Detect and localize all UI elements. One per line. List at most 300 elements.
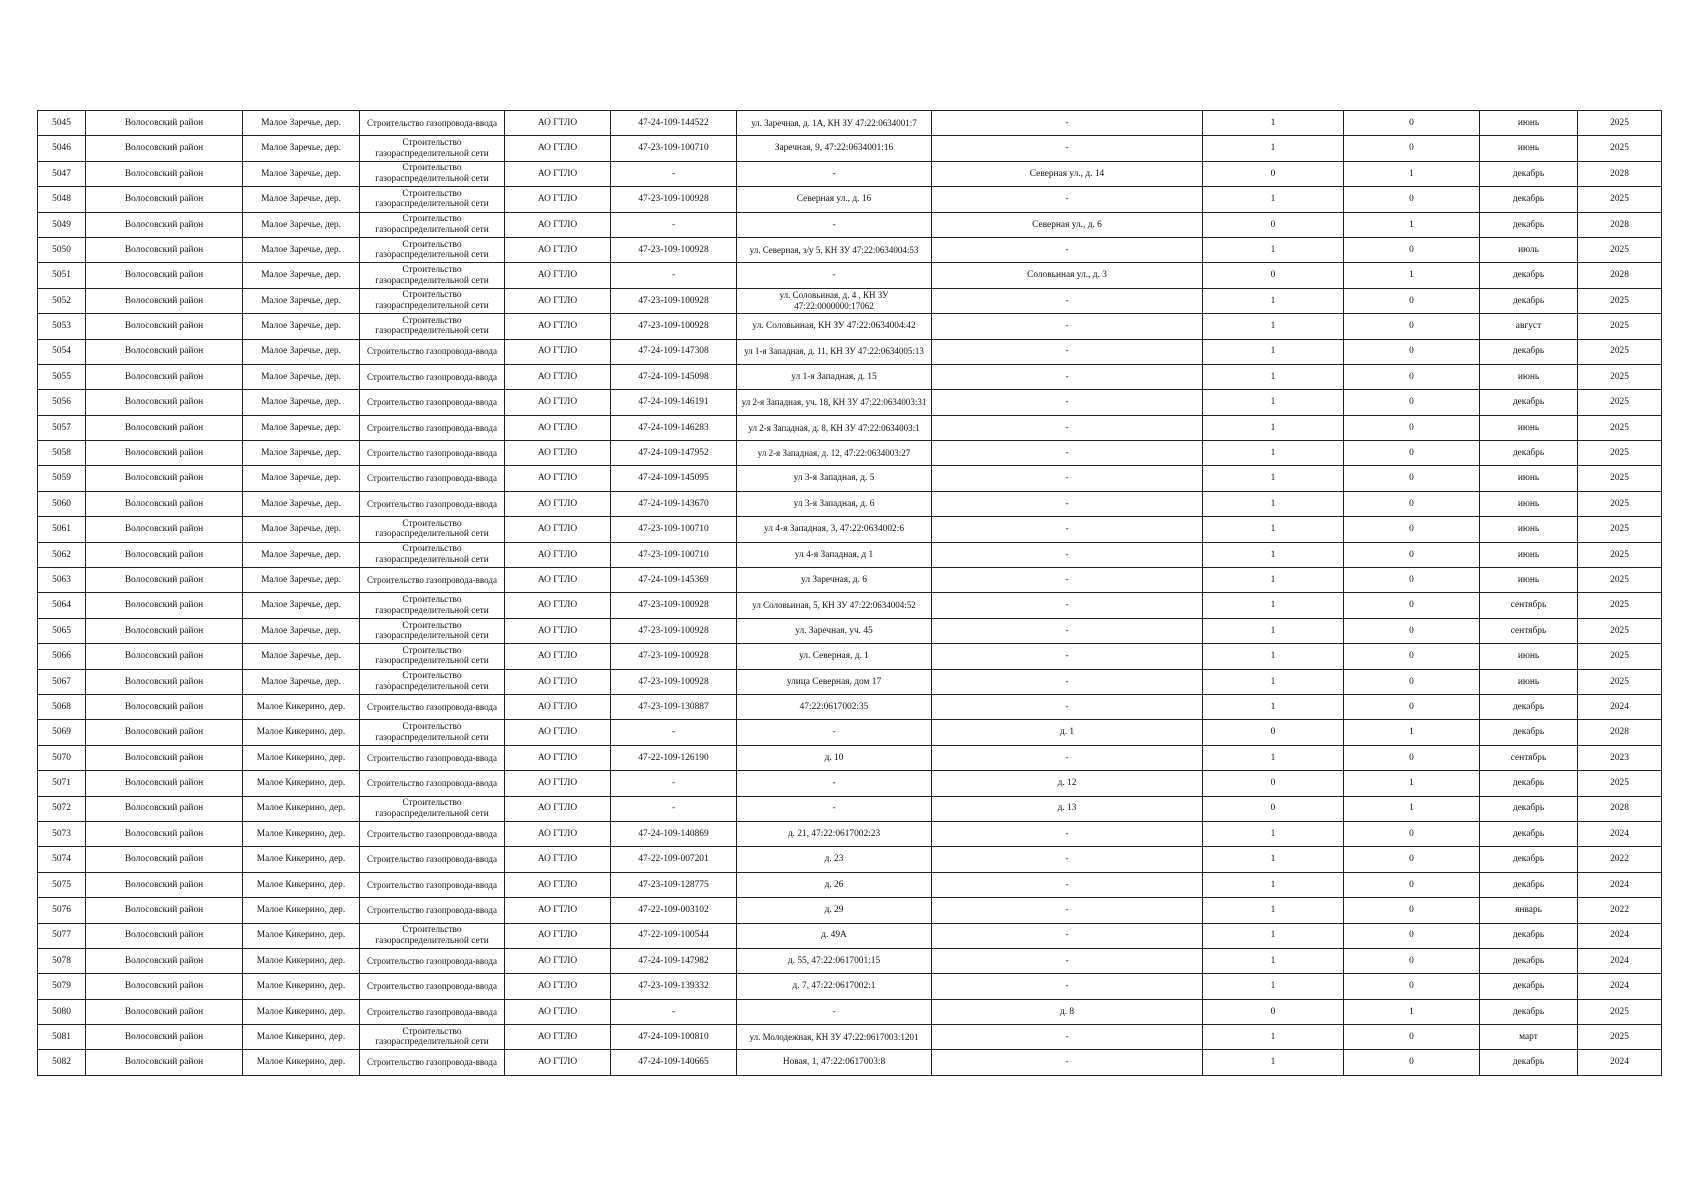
count-cell: 0 — [1203, 999, 1344, 1024]
settlement-cell: Малое Кикерино, дер. — [243, 1050, 360, 1075]
planned-count-cell: 0 — [1344, 694, 1480, 719]
planned-address-cell: - — [932, 847, 1203, 872]
organization-cell: АО ГТЛО — [505, 187, 611, 212]
table-row — [38, 491, 1662, 516]
contract-number-cell: 47-23-109-100928 — [611, 669, 737, 694]
table-row — [38, 441, 1662, 466]
work-type-cell: Строительство газораспределительной сети — [360, 542, 505, 567]
work-type-cell: Строительство газопровода-ввода — [360, 771, 505, 796]
year-cell: 2025 — [1578, 314, 1662, 339]
year-cell: 2023 — [1578, 745, 1662, 770]
district-cell: Волосовский район — [86, 999, 243, 1024]
settlement-cell: Малое Заречье, дер. — [243, 466, 360, 491]
table-row — [38, 872, 1662, 897]
table-row — [38, 796, 1662, 821]
district-cell: Волосовский район — [86, 821, 243, 846]
district-cell: Волосовский район — [86, 593, 243, 618]
row-number-cell: 5081 — [38, 1025, 86, 1050]
row-number-cell: 5063 — [38, 568, 86, 593]
month-cell: июнь — [1480, 517, 1578, 542]
planned-address-cell: - — [932, 314, 1203, 339]
table-row — [38, 466, 1662, 491]
count-cell: 1 — [1203, 517, 1344, 542]
planned-count-cell: 0 — [1344, 237, 1480, 262]
district-cell: Волосовский район — [86, 491, 243, 516]
planned-address-cell: - — [932, 466, 1203, 491]
table-row — [38, 542, 1662, 567]
organization-cell: АО ГТЛО — [505, 1050, 611, 1075]
row-number-cell: 5047 — [38, 161, 86, 186]
district-cell: Волосовский район — [86, 745, 243, 770]
address-cell: ул. Молодежная, КН ЗУ 47:22:0617003:1201 — [737, 1025, 932, 1050]
count-cell: 1 — [1203, 390, 1344, 415]
planned-address-cell: - — [932, 694, 1203, 719]
table-row — [38, 593, 1662, 618]
planned-address-cell: - — [932, 618, 1203, 643]
month-cell: декабрь — [1480, 974, 1578, 999]
year-cell: 2025 — [1578, 390, 1662, 415]
planned-count-cell: 0 — [1344, 974, 1480, 999]
settlement-cell: Малое Заречье, дер. — [243, 644, 360, 669]
count-cell: 1 — [1203, 339, 1344, 364]
settlement-cell: Малое Кикерино, дер. — [243, 974, 360, 999]
count-cell: 1 — [1203, 694, 1344, 719]
planned-address-cell: - — [932, 872, 1203, 897]
year-cell: 2028 — [1578, 161, 1662, 186]
organization-cell: АО ГТЛО — [505, 390, 611, 415]
year-cell: 2025 — [1578, 339, 1662, 364]
settlement-cell: Малое Заречье, дер. — [243, 187, 360, 212]
settlement-cell: Малое Заречье, дер. — [243, 111, 360, 136]
planned-address-cell: - — [932, 669, 1203, 694]
organization-cell: АО ГТЛО — [505, 466, 611, 491]
address-cell: д. 23 — [737, 847, 932, 872]
contract-number-cell: 47-22-109-003102 — [611, 898, 737, 923]
month-cell: декабрь — [1480, 212, 1578, 237]
month-cell: июнь — [1480, 644, 1578, 669]
year-cell: 2025 — [1578, 1025, 1662, 1050]
month-cell: июнь — [1480, 491, 1578, 516]
work-type-cell: Строительство газопровода-ввода — [360, 1050, 505, 1075]
work-type-cell: Строительство газораспределительной сети — [360, 923, 505, 948]
table-row — [38, 644, 1662, 669]
month-cell: июнь — [1480, 568, 1578, 593]
row-number-cell: 5066 — [38, 644, 86, 669]
contract-number-cell: 47-24-109-147952 — [611, 441, 737, 466]
contract-number-cell: 47-22-109-126190 — [611, 745, 737, 770]
organization-cell: АО ГТЛО — [505, 948, 611, 973]
planned-count-cell: 0 — [1344, 339, 1480, 364]
address-cell: - — [737, 212, 932, 237]
table-row — [38, 821, 1662, 846]
address-cell: ул 3-я Западная, д. 6 — [737, 491, 932, 516]
planned-address-cell: - — [932, 288, 1203, 313]
row-number-cell: 5072 — [38, 796, 86, 821]
district-cell: Волосовский район — [86, 771, 243, 796]
table-row — [38, 111, 1662, 136]
settlement-cell: Малое Кикерино, дер. — [243, 948, 360, 973]
work-type-cell: Строительство газораспределительной сети — [360, 288, 505, 313]
count-cell: 1 — [1203, 745, 1344, 770]
table-row — [38, 1050, 1662, 1075]
count-cell: 1 — [1203, 644, 1344, 669]
address-cell: ул 4-я Западная, д 1 — [737, 542, 932, 567]
organization-cell: АО ГТЛО — [505, 898, 611, 923]
district-cell: Волосовский район — [86, 187, 243, 212]
organization-cell: АО ГТЛО — [505, 263, 611, 288]
year-cell: 2025 — [1578, 999, 1662, 1024]
district-cell: Волосовский район — [86, 263, 243, 288]
count-cell: 1 — [1203, 1050, 1344, 1075]
month-cell: июнь — [1480, 669, 1578, 694]
row-number-cell: 5055 — [38, 364, 86, 389]
district-cell: Волосовский район — [86, 466, 243, 491]
work-type-cell: Строительство газораспределительной сети — [360, 796, 505, 821]
organization-cell: АО ГТЛО — [505, 593, 611, 618]
month-cell: декабрь — [1480, 796, 1578, 821]
district-cell: Волосовский район — [86, 364, 243, 389]
organization-cell: АО ГТЛО — [505, 1025, 611, 1050]
month-cell: июнь — [1480, 364, 1578, 389]
planned-address-cell: - — [932, 745, 1203, 770]
count-cell: 0 — [1203, 720, 1344, 745]
table-row — [38, 847, 1662, 872]
planned-address-cell: - — [932, 821, 1203, 846]
work-type-cell: Строительство газораспределительной сети — [360, 517, 505, 542]
count-cell: 1 — [1203, 136, 1344, 161]
planned-count-cell: 0 — [1344, 669, 1480, 694]
work-type-cell: Строительство газораспределительной сети — [360, 136, 505, 161]
district-cell: Волосовский район — [86, 644, 243, 669]
row-number-cell: 5053 — [38, 314, 86, 339]
table-row — [38, 263, 1662, 288]
contract-number-cell: - — [611, 263, 737, 288]
settlement-cell: Малое Заречье, дер. — [243, 415, 360, 440]
count-cell: 0 — [1203, 771, 1344, 796]
year-cell: 2024 — [1578, 1050, 1662, 1075]
district-cell: Волосовский район — [86, 618, 243, 643]
count-cell: 1 — [1203, 187, 1344, 212]
organization-cell: АО ГТЛО — [505, 796, 611, 821]
address-cell: ул. Заречная, д. 1А, КН ЗУ 47:22:0634001:7 — [737, 111, 932, 136]
work-type-cell: Строительство газопровода-ввода — [360, 872, 505, 897]
month-cell: июнь — [1480, 415, 1578, 440]
work-type-cell: Строительство газопровода-ввода — [360, 745, 505, 770]
address-cell: - — [737, 720, 932, 745]
month-cell: июнь — [1480, 542, 1578, 567]
year-cell: 2022 — [1578, 847, 1662, 872]
address-cell: улица Северная, дом 17 — [737, 669, 932, 694]
planned-count-cell: 0 — [1344, 187, 1480, 212]
table-row — [38, 669, 1662, 694]
row-number-cell: 5049 — [38, 212, 86, 237]
planned-address-cell: - — [932, 491, 1203, 516]
table-row — [38, 390, 1662, 415]
table-row — [38, 923, 1662, 948]
count-cell: 1 — [1203, 364, 1344, 389]
month-cell: декабрь — [1480, 339, 1578, 364]
contract-number-cell: 47-24-109-140869 — [611, 821, 737, 846]
planned-count-cell: 1 — [1344, 796, 1480, 821]
work-type-cell: Строительство газопровода-ввода — [360, 898, 505, 923]
address-cell: - — [737, 999, 932, 1024]
address-cell: ул. Заречная, уч. 45 — [737, 618, 932, 643]
year-cell: 2025 — [1578, 441, 1662, 466]
row-number-cell: 5080 — [38, 999, 86, 1024]
contract-number-cell: 47-23-109-100928 — [611, 187, 737, 212]
month-cell: июль — [1480, 237, 1578, 262]
district-cell: Волосовский район — [86, 1025, 243, 1050]
organization-cell: АО ГТЛО — [505, 618, 611, 643]
year-cell: 2025 — [1578, 593, 1662, 618]
contract-number-cell: 47-23-109-100928 — [611, 288, 737, 313]
district-cell: Волосовский район — [86, 415, 243, 440]
planned-address-cell: - — [932, 441, 1203, 466]
year-cell: 2025 — [1578, 288, 1662, 313]
address-cell: 47:22:0617002:35 — [737, 694, 932, 719]
contract-number-cell: - — [611, 212, 737, 237]
table-row — [38, 568, 1662, 593]
contract-number-cell: 47-23-109-100928 — [611, 644, 737, 669]
settlement-cell: Малое Заречье, дер. — [243, 491, 360, 516]
count-cell: 1 — [1203, 669, 1344, 694]
address-cell: ул Заречная, д. 6 — [737, 568, 932, 593]
work-type-cell: Строительство газораспределительной сети — [360, 314, 505, 339]
contract-number-cell: 47-24-109-100810 — [611, 1025, 737, 1050]
row-number-cell: 5060 — [38, 491, 86, 516]
work-type-cell: Строительство газопровода-ввода — [360, 491, 505, 516]
district-cell: Волосовский район — [86, 288, 243, 313]
year-cell: 2025 — [1578, 771, 1662, 796]
count-cell: 0 — [1203, 212, 1344, 237]
district-cell: Волосовский район — [86, 237, 243, 262]
address-cell: д. 29 — [737, 898, 932, 923]
planned-count-cell: 1 — [1344, 999, 1480, 1024]
row-number-cell: 5074 — [38, 847, 86, 872]
district-cell: Волосовский район — [86, 390, 243, 415]
row-number-cell: 5082 — [38, 1050, 86, 1075]
district-cell: Волосовский район — [86, 212, 243, 237]
organization-cell: АО ГТЛО — [505, 288, 611, 313]
planned-address-cell: д. 8 — [932, 999, 1203, 1024]
contract-number-cell: 47-23-109-100928 — [611, 618, 737, 643]
planned-address-cell: - — [932, 1025, 1203, 1050]
contract-number-cell: 47-22-109-100544 — [611, 923, 737, 948]
planned-count-cell: 0 — [1344, 898, 1480, 923]
work-type-cell: Строительство газораспределительной сети — [360, 720, 505, 745]
count-cell: 1 — [1203, 415, 1344, 440]
count-cell: 1 — [1203, 441, 1344, 466]
work-type-cell: Строительство газопровода-ввода — [360, 694, 505, 719]
table-row — [38, 415, 1662, 440]
work-type-cell: Строительство газопровода-ввода — [360, 466, 505, 491]
planned-count-cell: 1 — [1344, 161, 1480, 186]
year-cell: 2024 — [1578, 948, 1662, 973]
year-cell: 2022 — [1578, 898, 1662, 923]
organization-cell: АО ГТЛО — [505, 441, 611, 466]
planned-address-cell: - — [932, 339, 1203, 364]
settlement-cell: Малое Кикерино, дер. — [243, 796, 360, 821]
work-type-cell: Строительство газораспределительной сети — [360, 618, 505, 643]
table-row — [38, 745, 1662, 770]
address-cell: - — [737, 263, 932, 288]
planned-address-cell: - — [932, 644, 1203, 669]
month-cell: декабрь — [1480, 948, 1578, 973]
planned-address-cell: - — [932, 593, 1203, 618]
address-cell: ул 1-я Западная, д. 11, КН ЗУ 47:22:0634005:13 — [737, 339, 932, 364]
table-row — [38, 237, 1662, 262]
year-cell: 2024 — [1578, 694, 1662, 719]
contract-number-cell: - — [611, 999, 737, 1024]
contract-number-cell: 47-24-109-144522 — [611, 111, 737, 136]
work-type-cell: Строительство газопровода-ввода — [360, 568, 505, 593]
table-row — [38, 136, 1662, 161]
planned-count-cell: 0 — [1344, 364, 1480, 389]
table-row — [38, 339, 1662, 364]
planned-count-cell: 1 — [1344, 771, 1480, 796]
district-cell: Волосовский район — [86, 948, 243, 973]
organization-cell: АО ГТЛО — [505, 923, 611, 948]
planned-count-cell: 0 — [1344, 441, 1480, 466]
year-cell: 2025 — [1578, 517, 1662, 542]
address-cell: ул 2-я Западная, д. 8, КН ЗУ 47:22:0634003:1 — [737, 415, 932, 440]
planned-count-cell: 0 — [1344, 923, 1480, 948]
row-number-cell: 5046 — [38, 136, 86, 161]
planned-count-cell: 0 — [1344, 542, 1480, 567]
year-cell: 2028 — [1578, 212, 1662, 237]
planned-count-cell: 1 — [1344, 263, 1480, 288]
settlement-cell: Малое Заречье, дер. — [243, 669, 360, 694]
planned-address-cell: Северная ул., д. 6 — [932, 212, 1203, 237]
address-cell: Новая, 1, 47:22:0617003:8 — [737, 1050, 932, 1075]
contract-number-cell: 47-23-109-128775 — [611, 872, 737, 897]
planned-count-cell: 0 — [1344, 644, 1480, 669]
planned-count-cell: 0 — [1344, 618, 1480, 643]
organization-cell: АО ГТЛО — [505, 821, 611, 846]
address-cell: ул. Соловьиная, д. 4 , КН ЗУ 47:22:0000000:17062 — [737, 288, 932, 313]
address-cell: ул. Северная, з/у 5, КН ЗУ 47:22:0634004:53 — [737, 237, 932, 262]
address-cell: ул 1-я Западная, д. 15 — [737, 364, 932, 389]
table-row — [38, 212, 1662, 237]
planned-count-cell: 0 — [1344, 517, 1480, 542]
district-cell: Волосовский район — [86, 568, 243, 593]
district-cell: Волосовский район — [86, 720, 243, 745]
count-cell: 1 — [1203, 111, 1344, 136]
planned-address-cell: д. 12 — [932, 771, 1203, 796]
settlement-cell: Малое Заречье, дер. — [243, 288, 360, 313]
planned-address-cell: - — [932, 364, 1203, 389]
district-cell: Волосовский район — [86, 796, 243, 821]
work-type-cell: Строительство газораспределительной сети — [360, 593, 505, 618]
gasification-table — [37, 110, 1662, 1076]
district-cell: Волосовский район — [86, 517, 243, 542]
row-number-cell: 5050 — [38, 237, 86, 262]
count-cell: 1 — [1203, 1025, 1344, 1050]
row-number-cell: 5070 — [38, 745, 86, 770]
settlement-cell: Малое Заречье, дер. — [243, 441, 360, 466]
count-cell: 1 — [1203, 821, 1344, 846]
row-number-cell: 5064 — [38, 593, 86, 618]
organization-cell: АО ГТЛО — [505, 161, 611, 186]
month-cell: декабрь — [1480, 771, 1578, 796]
month-cell: декабрь — [1480, 441, 1578, 466]
count-cell: 1 — [1203, 974, 1344, 999]
planned-address-cell: - — [932, 517, 1203, 542]
month-cell: декабрь — [1480, 923, 1578, 948]
organization-cell: АО ГТЛО — [505, 568, 611, 593]
planned-count-cell: 0 — [1344, 847, 1480, 872]
planned-count-cell: 0 — [1344, 1025, 1480, 1050]
planned-address-cell: - — [932, 136, 1203, 161]
address-cell: ул 2-я Западная, уч. 18, КН ЗУ 47:22:0634003:31 — [737, 390, 932, 415]
address-cell: д. 55, 47:22:0617001:15 — [737, 948, 932, 973]
address-cell: Северная ул., д. 16 — [737, 187, 932, 212]
count-cell: 1 — [1203, 593, 1344, 618]
contract-number-cell: 47-24-109-146283 — [611, 415, 737, 440]
month-cell: декабрь — [1480, 161, 1578, 186]
work-type-cell: Строительство газораспределительной сети — [360, 669, 505, 694]
contract-number-cell: 47-24-109-146191 — [611, 390, 737, 415]
year-cell: 2025 — [1578, 111, 1662, 136]
planned-count-cell: 0 — [1344, 948, 1480, 973]
count-cell: 1 — [1203, 466, 1344, 491]
contract-number-cell: 47-23-109-100710 — [611, 517, 737, 542]
address-cell: - — [737, 771, 932, 796]
row-number-cell: 5048 — [38, 187, 86, 212]
year-cell: 2025 — [1578, 644, 1662, 669]
settlement-cell: Малое Заречье, дер. — [243, 339, 360, 364]
work-type-cell: Строительство газопровода-ввода — [360, 948, 505, 973]
contract-number-cell: 47-24-109-145369 — [611, 568, 737, 593]
month-cell: декабрь — [1480, 847, 1578, 872]
organization-cell: АО ГТЛО — [505, 517, 611, 542]
work-type-cell: Строительство газораспределительной сети — [360, 237, 505, 262]
address-cell: - — [737, 161, 932, 186]
planned-count-cell: 0 — [1344, 466, 1480, 491]
year-cell: 2025 — [1578, 491, 1662, 516]
work-type-cell: Строительство газопровода-ввода — [360, 821, 505, 846]
count-cell: 1 — [1203, 948, 1344, 973]
planned-address-cell: - — [932, 974, 1203, 999]
work-type-cell: Строительство газопровода-ввода — [360, 390, 505, 415]
count-cell: 0 — [1203, 263, 1344, 288]
district-cell: Волосовский район — [86, 694, 243, 719]
work-type-cell: Строительство газораспределительной сети — [360, 212, 505, 237]
row-number-cell: 5069 — [38, 720, 86, 745]
settlement-cell: Малое Кикерино, дер. — [243, 999, 360, 1024]
settlement-cell: Малое Заречье, дер. — [243, 237, 360, 262]
year-cell: 2025 — [1578, 187, 1662, 212]
count-cell: 0 — [1203, 161, 1344, 186]
planned-address-cell: - — [932, 1050, 1203, 1075]
settlement-cell: Малое Кикерино, дер. — [243, 872, 360, 897]
table-row — [38, 161, 1662, 186]
count-cell: 1 — [1203, 314, 1344, 339]
contract-number-cell: 47-23-109-100928 — [611, 314, 737, 339]
planned-address-cell: - — [932, 390, 1203, 415]
address-cell: Заречная, 9, 47:22:0634001:16 — [737, 136, 932, 161]
settlement-cell: Малое Заречье, дер. — [243, 263, 360, 288]
organization-cell: АО ГТЛО — [505, 872, 611, 897]
month-cell: июнь — [1480, 136, 1578, 161]
year-cell: 2025 — [1578, 415, 1662, 440]
row-number-cell: 5071 — [38, 771, 86, 796]
year-cell: 2024 — [1578, 872, 1662, 897]
planned-address-cell: - — [932, 948, 1203, 973]
work-type-cell: Строительство газораспределительной сети — [360, 161, 505, 186]
work-type-cell: Строительство газораспределительной сети — [360, 644, 505, 669]
planned-count-cell: 0 — [1344, 593, 1480, 618]
